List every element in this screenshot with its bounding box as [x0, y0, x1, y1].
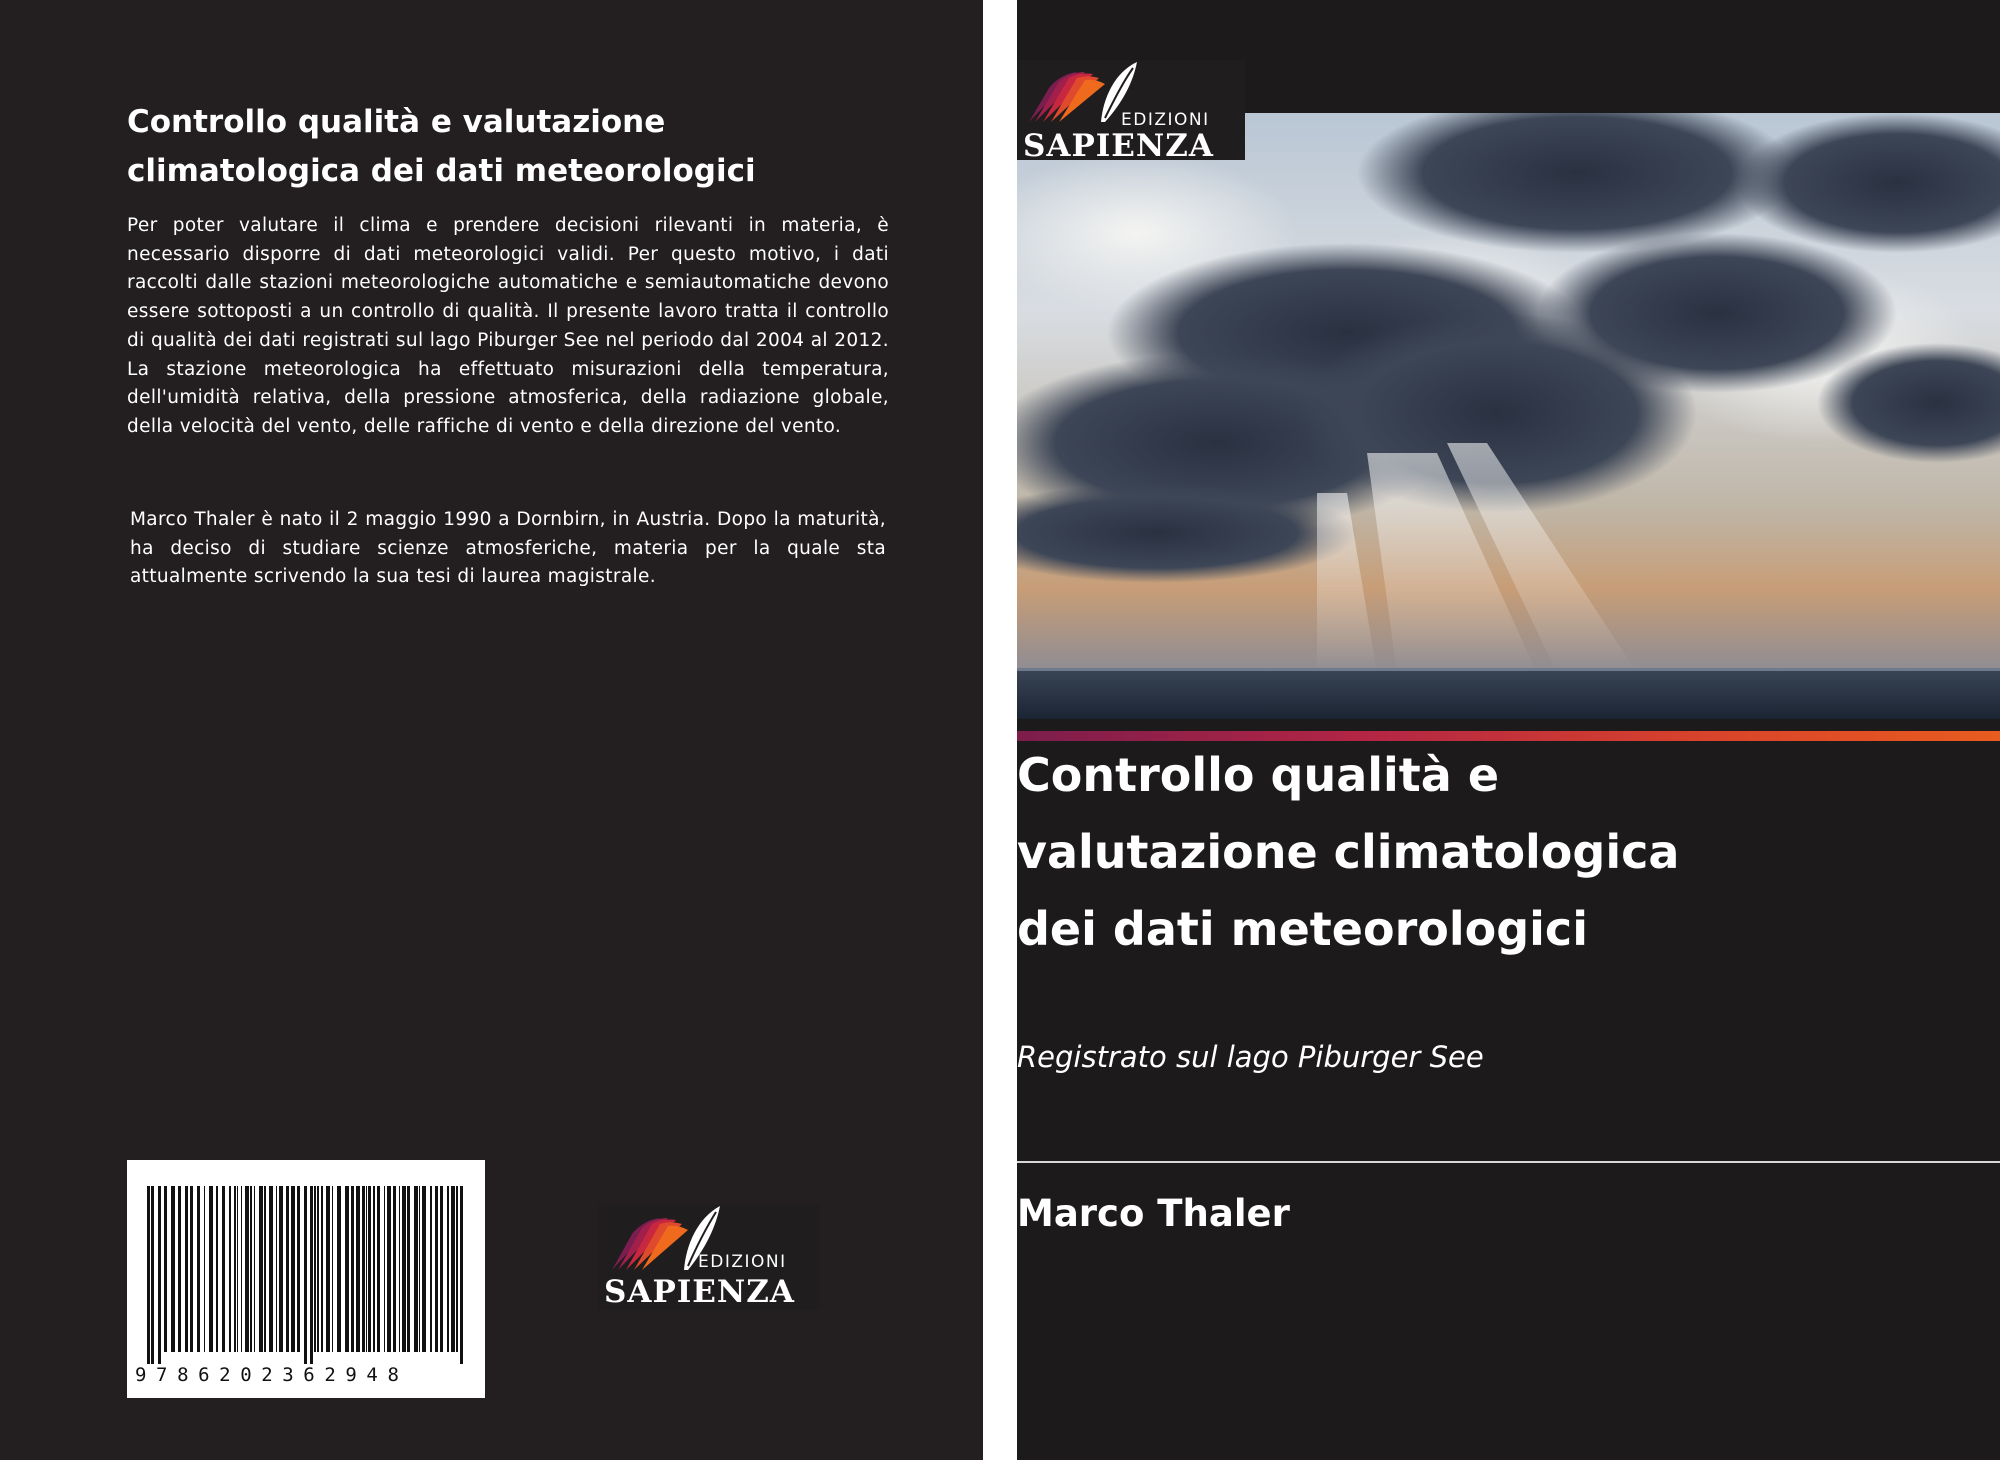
barcode-bar: [234, 1186, 236, 1352]
barcode-bar: [171, 1186, 175, 1352]
barcode-bar: [190, 1186, 193, 1352]
barcode-bar: [204, 1186, 205, 1352]
barcode-bar: [229, 1186, 231, 1352]
barcode-bar: [264, 1186, 266, 1352]
barcode-bar: [387, 1186, 391, 1352]
barcode-bar: [245, 1186, 249, 1352]
barcode-bar: [435, 1186, 438, 1352]
barcode-bar: [254, 1186, 255, 1352]
barcode-bar: [310, 1186, 313, 1364]
barcode-bar: [216, 1186, 218, 1352]
barcode-bar: [384, 1186, 385, 1352]
barcode-bar: [241, 1186, 242, 1352]
barcode-bar: [164, 1186, 167, 1352]
cover-photo-clouds-over-sea: [1017, 113, 2000, 719]
barcode-bar: [151, 1186, 154, 1364]
barcode-bar: [419, 1186, 420, 1352]
barcode-bar: [362, 1186, 365, 1352]
author-bio: Marco Thaler è nato il 2 maggio 1990 a Dornbirn, in Austria. Dopo la maturità, ha deciso di studiare scienze atmosferiche, materia per la quale sta attualmente scrivendo la sua tesi di laurea magistrale.: [130, 509, 886, 588]
barcode-bar: [377, 1186, 380, 1352]
front-cover: [1017, 0, 2000, 1460]
barcode-bar: [447, 1186, 449, 1352]
barcode-bar: [460, 1186, 463, 1364]
front-cover-subtitle: Registrato sul lago Piburger See: [1017, 1040, 1484, 1074]
logo-edizioni: EDIZIONI: [698, 1252, 787, 1272]
logo-edizioni: EDIZIONI: [1121, 110, 1210, 130]
author-name: Marco Thaler: [1017, 1192, 1290, 1235]
barcode-bar: [158, 1186, 161, 1364]
back-cover: [0, 0, 983, 1460]
isbn-barcode: [127, 1160, 485, 1398]
barcode-bar: [456, 1186, 458, 1352]
barcode-bar: [430, 1186, 432, 1352]
barcode-bar: [314, 1186, 316, 1352]
barcode-bar: [209, 1186, 213, 1352]
barcode-bar: [291, 1186, 295, 1352]
barcode-bar: [250, 1186, 252, 1352]
barcode-bar: [366, 1186, 367, 1352]
publisher-logo-front: [1017, 60, 1245, 164]
front-cover-title: Controllo qualità e valutazione climatologica dei dati meteorologici: [1017, 748, 1680, 956]
barcode-bar: [356, 1186, 360, 1352]
barcode-bar: [345, 1186, 349, 1352]
barcode-bar: [332, 1186, 333, 1352]
isbn-digits: 9786202362948: [135, 1364, 409, 1386]
barcode-bar: [414, 1186, 418, 1352]
barcode-bar: [222, 1186, 225, 1352]
barcode-bar: [237, 1186, 238, 1352]
spine: [983, 0, 1017, 1460]
barcode-bar: [276, 1186, 277, 1352]
barcode-bar: [279, 1186, 283, 1352]
barcode-bar: [326, 1186, 330, 1352]
barcode-bar: [440, 1186, 443, 1352]
barcode-bar: [422, 1186, 426, 1352]
barcode-bars: [127, 1160, 485, 1398]
barcode-bar: [185, 1186, 188, 1352]
barcode-bar: [451, 1186, 455, 1352]
barcode-bar: [147, 1186, 150, 1364]
logo-sapienza: SAPIENZA: [1023, 128, 1214, 164]
book-description: Per poter valutare il clima e prendere decisioni rilevanti in materia, è necessario disporre di dati meteorologici validi. Per questo motivo, i dati raccolti dalle stazioni meteorologiche automatiche e semiautomatiche devono essere sottoposti a un controllo di qualità. Il presente lavoro tratta il controllo di qualità dei dati registrati sul lago Piburger See nel periodo dal 2004 al 2012. La stazione meteorologica ha effettuato misurazioni della temperatura, dell'umidità relativa, della pressione atmosferica, della radiazione globale, della velocità del vento, delle raffiche di vento e della direzione del vento.: [127, 215, 889, 437]
back-cover-title: Controllo qualità e valutazione climatologica dei dati meteorologici: [127, 104, 756, 189]
barcode-bar: [269, 1186, 273, 1352]
barcode-bar: [178, 1186, 181, 1352]
barcode-bar: [317, 1186, 319, 1352]
barcode-bar: [304, 1186, 307, 1364]
barcode-bar: [197, 1186, 200, 1352]
divider: [1017, 1161, 2000, 1163]
barcode-bar: [297, 1186, 300, 1352]
barcode-bar: [402, 1186, 406, 1352]
barcode-bar: [286, 1186, 289, 1352]
barcode-bar: [337, 1186, 341, 1352]
barcode-bar: [351, 1186, 354, 1352]
barcode-bar: [407, 1186, 410, 1352]
barcode-bar: [321, 1186, 323, 1352]
barcode-bar: [373, 1186, 375, 1352]
logo-sapienza: SAPIENZA: [604, 1274, 795, 1310]
barcode-bar: [399, 1186, 400, 1352]
barcode-bar: [259, 1186, 263, 1352]
publisher-logo: [598, 1204, 820, 1310]
barcode-bar: [393, 1186, 396, 1352]
barcode-bar: [368, 1186, 371, 1352]
